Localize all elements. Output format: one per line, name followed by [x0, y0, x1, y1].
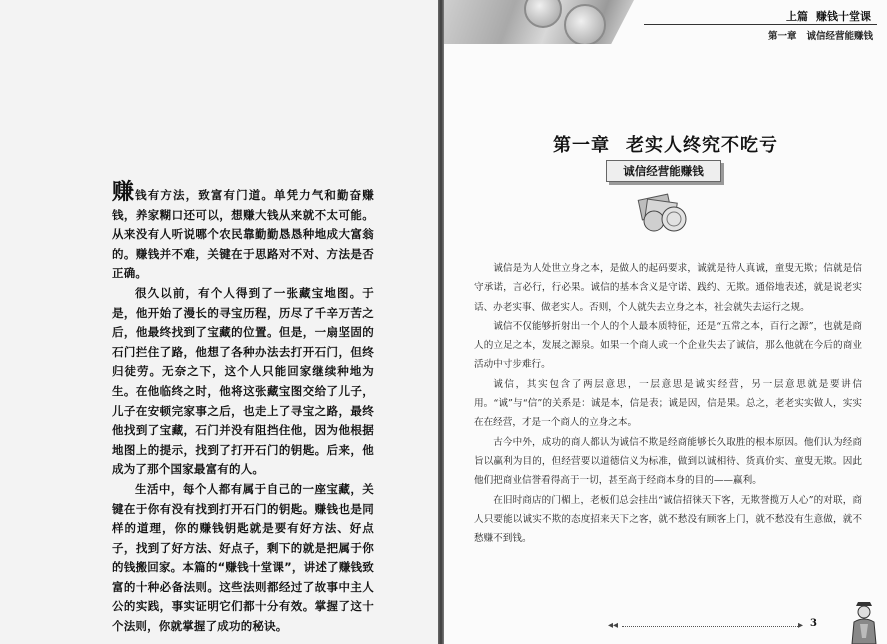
chapter-title: 老实人终究不吃亏 — [626, 135, 778, 156]
chapter-heading — [444, 131, 887, 157]
part-title: 赚钱十堂课 — [816, 10, 871, 23]
running-header-title — [778, 8, 871, 24]
running-header-chapter — [758, 28, 873, 42]
body-paragraph: 诚信是为人处世立身之本，是做人的起码要求，诚就是待人真诚，童叟无欺；信就是信守承诺，言必行，行必果。诚信的基本含义是守诺、践约、无欺。通俗地表述，就是说老实话、办老实事、做老实人。否则，个人就失去立身之本，社会就失去运行之规。 — [474, 263, 862, 313]
coin-icon — [564, 4, 606, 46]
intro-paragraph — [112, 179, 374, 284]
body-paragraph: 诚信不仅能够折射出一个人的个人最本质特征，还是“五常之本，百行之源”，也就是商人的立足之本，发展之源泉。如果一个商人或一个企业失去了诚信，那么他就在今后的商业活动中寸步难行。 — [474, 320, 862, 371]
body-paragraph: 在旧时商店的门楣上，老板们总会挂出“诚信招徕天下客，无欺誉揽万人心”的对联，商人只要能以诚实不欺的态度招来天下之客，就不愁没有顾客上门，就不愁没有生意做，就不愁赚不到钱。 — [474, 494, 862, 545]
right-page — [444, 0, 887, 644]
footer-arrow-icon: ▸ — [798, 620, 804, 631]
right-page-text — [474, 259, 862, 548]
left-page — [0, 0, 438, 644]
money-coins-icon — [636, 193, 690, 233]
scholar-figure-icon — [846, 598, 882, 644]
left-page-text — [112, 179, 374, 637]
body-paragraph: 古今中外，成功的商人都认为诚信不欺是经商能够长久取胜的根本原因。他们认为经商旨以赢利为目的，但经营要以道德信义为标准，做到以诚相待、货真价实、童叟无欺。因此他们把商业信誉看得高于一切，甚至高于经商本身的目的——赢利。 — [474, 436, 862, 487]
body-paragraph: 诚信，其实包含了两层意思，一层意思是诚实经营，另一层意思就是要讲信用。“诚”与“信”的关系是：诚是本，信是表；诚是因，信是果。总之，老老实实做人，实实在在经营，才是一个商人的立身之本。 — [474, 378, 862, 429]
header-rule — [644, 24, 877, 25]
footer-rule — [622, 626, 798, 627]
chapter-number: 第一章 — [553, 135, 610, 156]
chapter-label: 第一章 — [767, 31, 797, 42]
coin-icon — [524, 0, 562, 28]
chapter-subtitle: 诚信经营能赚钱 — [606, 160, 721, 182]
drop-cap: 赚 — [112, 179, 136, 205]
story-paragraph: 很久以前，有个人得到了一张藏宝地图。于是，他开始了漫长的寻宝历程，历尽了千辛万苦之后，他最终找到了宝藏的位置。但是，一扇坚固的石门拦住了路，他想了各种办法去打开石门，但终归徒劳。无奈之下，这个人只能回家继续种地为生。在他临终之时，他将这张藏宝图交给了儿子，儿子在安顿完家事之后，也走上了寻宝之路，最终他找到了宝藏，石门并没有阻挡住他，因为他根据地图上的提示，找到了打开石门的钥匙。后来，他成为了那个国家最富有的人。 — [112, 285, 374, 477]
chapter-short-title: 诚信经营能赚钱 — [806, 31, 873, 42]
page-number: 3 — [810, 618, 817, 629]
footer-arrow-icon: ◂◂ — [608, 620, 619, 631]
part-label: 上篇 — [786, 10, 808, 23]
intro-text: 钱有方法，致富有门道。单凭力气和勤奋赚钱，养家糊口还可以，想赚大钱从来就不太可能。从来没有人听说哪个农民靠勤勤恳恳种地成大富翁的。赚钱并不难，关键在于思路对不对、方法是否正确。 — [112, 188, 374, 281]
lesson-paragraph: 生活中，每个人都有属于自己的一座宝藏，关键在于你有没有找到打开石门的钥匙。赚钱也是同样的道理，你的赚钱钥匙就是要有好方法、好点子，找到了好方法、好点子，剩下的就是把属于你的钱搬回家。本篇的“赚钱十堂课”，讲述了赚钱致富的十种必备法则。这些法则都经过了故事中主人公的实践，事实证明它们都十分有效。掌握了这十个法则，你就掌握了成功的秘诀。 — [112, 481, 374, 634]
header-banknote-image — [444, 0, 634, 44]
